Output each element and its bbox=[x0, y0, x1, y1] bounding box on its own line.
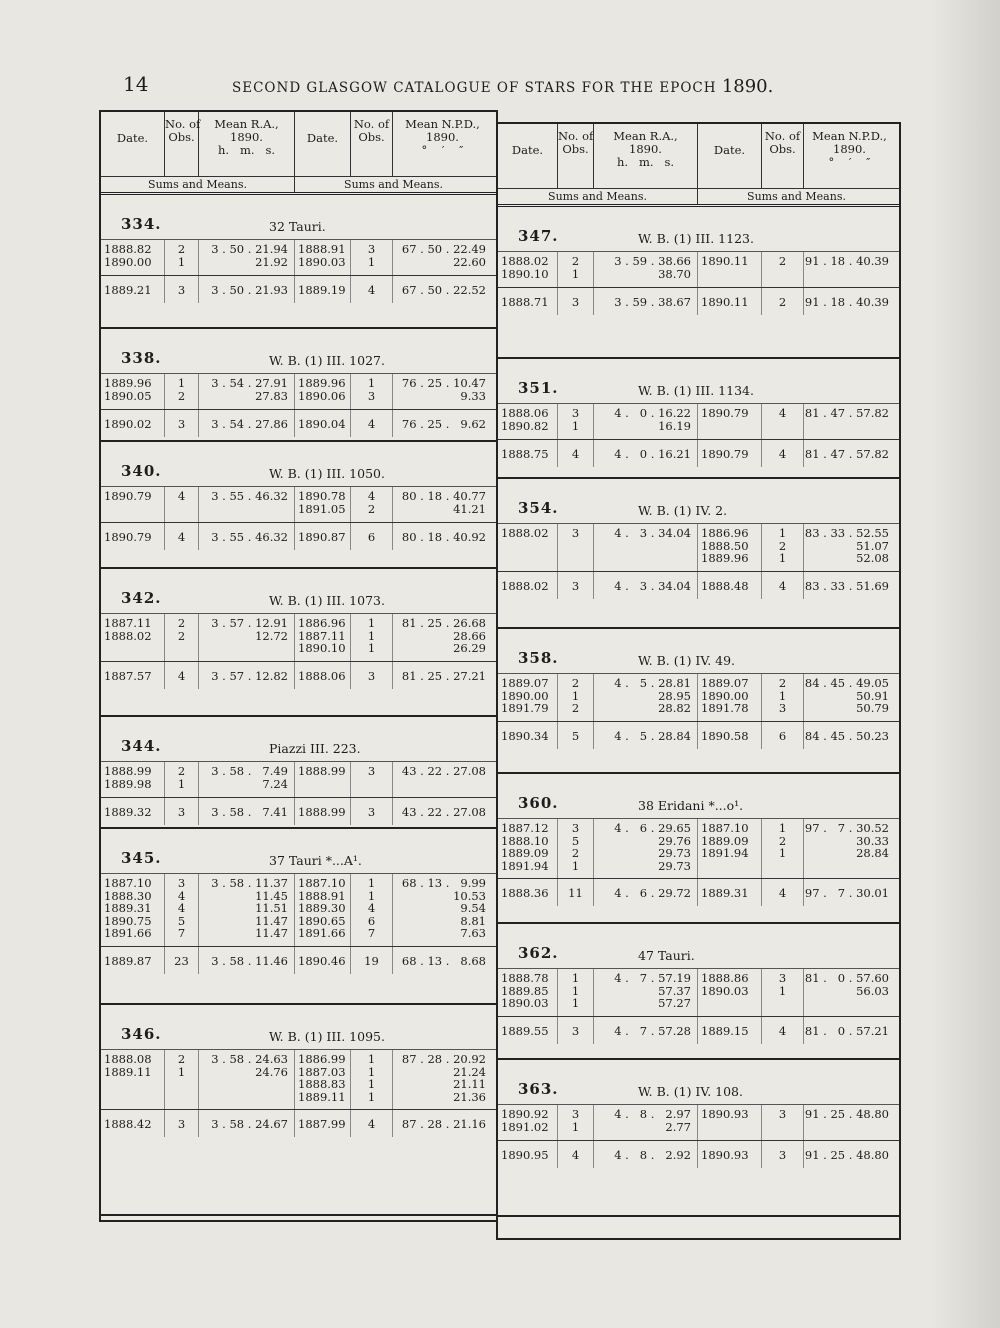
star-entry-heading bbox=[101, 195, 496, 239]
obs-ra-count: 2 1 bbox=[165, 1050, 199, 1109]
mean-npd-count: 4 bbox=[762, 879, 804, 906]
obs-ra-count: 1 1 1 bbox=[558, 969, 594, 1016]
mean-npd-value: 91 . 18 . 40.39 bbox=[804, 295, 889, 309]
mean-ra-value: 3 . 50 . 21.93 bbox=[199, 276, 295, 303]
mean-npd-value: 68 . 13 . 8.68 bbox=[401, 953, 486, 968]
star-designation: W. B. (1) III. 1095. bbox=[269, 1029, 385, 1044]
mean-npd-date: 1888.48 bbox=[698, 572, 762, 599]
obs-npd-count: 3 1 bbox=[762, 969, 804, 1016]
star-designation: 37 Tauri *...A¹. bbox=[269, 853, 362, 868]
obs-npd-dates: 1890.93 bbox=[698, 1105, 762, 1140]
obs-ra-dates: 1890.92 1891.02 bbox=[498, 1105, 558, 1140]
mean-npd-date: 1888.99 bbox=[295, 798, 351, 825]
header-no-obs: No. of Obs. bbox=[558, 124, 594, 188]
mean-npd-value: 81 . 47 . 57.82 bbox=[804, 447, 889, 461]
sum-mean-row bbox=[101, 946, 496, 974]
mean-ra-count: 3 bbox=[165, 276, 199, 303]
star-entry bbox=[498, 924, 899, 1060]
mean-npd-value: 43 . 22 . 27.08 bbox=[401, 805, 486, 819]
observation-row bbox=[498, 1104, 899, 1140]
obs-ra-dates: 1888.02 bbox=[498, 524, 558, 571]
obs-npd-dates: 1886.99 1887.03 1888.83 1889.11 bbox=[295, 1050, 351, 1109]
obs-ra-count: 3 4 4 5 7 bbox=[165, 874, 199, 946]
star-number: 344. bbox=[121, 737, 162, 755]
star-designation: W. B. (1) III. 1123. bbox=[638, 231, 754, 246]
obs-npd-values: 84 . 45 . 49.05 50.91 50.79 bbox=[804, 676, 889, 715]
mean-ra-count: 3 bbox=[165, 1110, 199, 1137]
obs-npd-count: 1 2 1 bbox=[762, 819, 804, 878]
mean-npd-count: 6 bbox=[351, 523, 393, 550]
obs-npd-values: 91 . 18 . 40.39 bbox=[804, 254, 889, 268]
obs-npd-count: 2 bbox=[762, 252, 804, 287]
sum-mean-row bbox=[498, 721, 899, 749]
sum-mean-row bbox=[101, 522, 496, 550]
obs-ra-values: 3 . 58 . 11.37 11.45 11.51 11.47 11.47 bbox=[199, 874, 295, 946]
sum-mean-row bbox=[498, 1140, 899, 1168]
obs-npd-dates: 1888.86 1890.03 bbox=[698, 969, 762, 1016]
obs-ra-dates: 1889.96 1890.05 bbox=[101, 374, 165, 409]
mean-ra-value: 3 . 58 . 7.41 bbox=[199, 798, 295, 825]
mean-ra-value: 4 . 0 . 16.21 bbox=[594, 440, 698, 467]
obs-npd-dates: 1889.07 1890.00 1891.78 bbox=[698, 674, 762, 721]
obs-npd-count: 1 1 1 1 bbox=[351, 1050, 393, 1109]
mean-ra-date: 1889.55 bbox=[498, 1017, 558, 1044]
star-designation: 47 Tauri. bbox=[638, 948, 695, 963]
star-entry bbox=[101, 829, 496, 1005]
header-mean-npd: Mean N.P.D., 1890. ° ′ ″ bbox=[812, 129, 887, 169]
star-number: 362. bbox=[518, 944, 559, 962]
sums-and-means-label: Sums and Means. bbox=[101, 177, 295, 192]
mean-ra-date: 1888.75 bbox=[498, 440, 558, 467]
star-entry bbox=[498, 774, 899, 924]
sum-mean-row bbox=[101, 275, 496, 303]
obs-npd-values: 91 . 25 . 48.80 bbox=[804, 1107, 889, 1121]
obs-ra-count: 2 2 bbox=[165, 614, 199, 661]
obs-ra-values: 4 . 3 . 34.04 bbox=[594, 524, 698, 571]
mean-ra-value: 3 . 58 . 24.67 bbox=[199, 1110, 295, 1137]
star-number: 347. bbox=[518, 227, 559, 245]
observation-row bbox=[101, 873, 496, 946]
star-designation: W. B. (1) III. 1134. bbox=[638, 383, 754, 398]
mean-ra-date: 1890.79 bbox=[101, 523, 165, 550]
mean-ra-count: 4 bbox=[558, 1141, 594, 1168]
obs-npd-dates: 1888.99 bbox=[295, 762, 351, 797]
obs-ra-dates: 1889.07 1890.00 1891.79 bbox=[498, 674, 558, 721]
mean-ra-value: 3 . 57 . 12.82 bbox=[199, 662, 295, 689]
mean-npd-value: 76 . 25 . 9.62 bbox=[401, 417, 486, 431]
header-date: Date. bbox=[498, 124, 558, 188]
sum-mean-row bbox=[498, 878, 899, 906]
star-number: 346. bbox=[121, 1025, 162, 1043]
obs-npd-values: 87 . 28 . 20.92 21.24 21.11 21.36 bbox=[401, 1052, 486, 1104]
star-entry-heading bbox=[498, 774, 899, 818]
mean-ra-value: 3 . 55 . 46.32 bbox=[199, 523, 295, 550]
mean-ra-count: 3 bbox=[558, 1017, 594, 1044]
obs-npd-count: 1 1 4 6 7 bbox=[351, 874, 393, 946]
obs-npd-values: 67 . 50 . 22.49 22.60 bbox=[401, 242, 486, 269]
mean-npd-count: 2 bbox=[762, 288, 804, 315]
mean-ra-count: 4 bbox=[165, 523, 199, 550]
mean-ra-value: 3 . 54 . 27.86 bbox=[199, 410, 295, 437]
mean-ra-date: 1887.57 bbox=[101, 662, 165, 689]
obs-ra-values: 4 . 0 . 16.22 16.19 bbox=[594, 404, 698, 439]
mean-npd-date: 1887.99 bbox=[295, 1110, 351, 1137]
obs-npd-values: 80 . 18 . 40.77 41.21 bbox=[401, 489, 486, 516]
sum-mean-row bbox=[101, 661, 496, 689]
mean-ra-value: 3 . 59 . 38.67 bbox=[594, 288, 698, 315]
obs-npd-dates: 1886.96 1887.11 1890.10 bbox=[295, 614, 351, 661]
star-number: 360. bbox=[518, 794, 559, 812]
observation-row bbox=[101, 486, 496, 522]
header-date: Date. bbox=[101, 112, 165, 176]
mean-ra-count: 3 bbox=[558, 288, 594, 315]
mean-ra-date: 1888.42 bbox=[101, 1110, 165, 1137]
sum-mean-row bbox=[498, 287, 899, 315]
star-entry-heading bbox=[498, 207, 899, 251]
mean-ra-count: 11 bbox=[558, 879, 594, 906]
obs-npd-dates: 1887.10 1889.09 1891.94 bbox=[698, 819, 762, 878]
mean-ra-date: 1889.32 bbox=[101, 798, 165, 825]
star-entry-heading bbox=[101, 1005, 496, 1049]
star-number: 354. bbox=[518, 499, 559, 517]
sum-mean-row bbox=[101, 1109, 496, 1137]
obs-ra-count: 3 1 bbox=[558, 404, 594, 439]
obs-npd-values: 97 . 7 . 30.52 30.33 28.84 bbox=[804, 821, 889, 860]
obs-ra-count: 3 1 bbox=[558, 1105, 594, 1140]
obs-npd-values: 68 . 13 . 9.99 10.53 9.54 8.81 7.63 bbox=[401, 876, 486, 940]
obs-ra-count: 2 1 bbox=[165, 240, 199, 275]
mean-ra-date: 1888.36 bbox=[498, 879, 558, 906]
star-entry bbox=[101, 195, 496, 329]
page-edge-shadow bbox=[930, 0, 1000, 1328]
mean-npd-date: 1889.31 bbox=[698, 879, 762, 906]
mean-npd-value: 91 . 25 . 48.80 bbox=[804, 1148, 889, 1162]
star-designation: W. B. (1) III. 1073. bbox=[269, 593, 385, 608]
star-designation: W. B. (1) III. 1027. bbox=[269, 353, 385, 368]
obs-npd-dates: 1886.96 1888.50 1889.96 bbox=[698, 524, 762, 571]
obs-ra-count: 4 bbox=[165, 487, 199, 522]
obs-ra-count: 2 1 bbox=[165, 762, 199, 797]
mean-npd-date: 1888.06 bbox=[295, 662, 351, 689]
obs-ra-values: 3 . 58 . 24.63 24.76 bbox=[199, 1050, 295, 1109]
mean-ra-count: 5 bbox=[558, 722, 594, 749]
header-no-obs: No. of Obs. bbox=[165, 112, 199, 176]
star-entry-heading bbox=[101, 329, 496, 373]
obs-ra-dates: 1888.06 1890.82 bbox=[498, 404, 558, 439]
observation-row bbox=[101, 373, 496, 409]
mean-npd-date: 1890.79 bbox=[698, 440, 762, 467]
obs-npd-values: 81 . 25 . 26.68 28.66 26.29 bbox=[401, 616, 486, 655]
star-designation: W. B. (1) IV. 2. bbox=[638, 503, 728, 518]
star-number: 338. bbox=[121, 349, 162, 367]
obs-npd-count: 3 1 bbox=[351, 240, 393, 275]
mean-ra-value: 3 . 58 . 11.46 bbox=[199, 947, 295, 974]
observation-row bbox=[498, 251, 899, 287]
star-entry bbox=[498, 1060, 899, 1217]
obs-ra-values: 3 . 57 . 12.91 12.72 bbox=[199, 614, 295, 661]
mean-ra-count: 3 bbox=[165, 410, 199, 437]
obs-npd-dates: 1887.10 1888.91 1889.30 1890.65 1891.66 bbox=[295, 874, 351, 946]
obs-npd-dates: 1890.11 bbox=[698, 252, 762, 287]
obs-npd-count: 1 1 1 bbox=[351, 614, 393, 661]
obs-ra-values: 4 . 6 . 29.65 29.76 29.73 29.73 bbox=[594, 819, 698, 878]
obs-ra-dates: 1887.11 1888.02 bbox=[101, 614, 165, 661]
star-entry-heading bbox=[101, 829, 496, 873]
obs-ra-dates: 1888.82 1890.00 bbox=[101, 240, 165, 275]
star-designation: Piazzi III. 223. bbox=[269, 741, 361, 756]
observation-row bbox=[101, 239, 496, 275]
mean-npd-value: 97 . 7 . 30.01 bbox=[804, 886, 889, 900]
mean-ra-date: 1889.87 bbox=[101, 947, 165, 974]
sums-and-means-label: Sums and Means. bbox=[747, 190, 846, 203]
mean-ra-count: 3 bbox=[165, 798, 199, 825]
mean-npd-date: 1890.46 bbox=[295, 947, 351, 974]
running-head bbox=[232, 76, 792, 97]
star-entry-heading bbox=[498, 629, 899, 673]
column-header-row bbox=[498, 124, 899, 189]
mean-ra-value: 4 . 5 . 28.84 bbox=[594, 722, 698, 749]
obs-ra-values: 3 . 59 . 38.66 38.70 bbox=[594, 252, 698, 287]
obs-ra-values: 4 . 5 . 28.81 28.95 28.82 bbox=[594, 674, 698, 721]
star-entry-heading bbox=[101, 442, 496, 486]
observation-row bbox=[498, 818, 899, 878]
observation-row bbox=[498, 968, 899, 1016]
obs-ra-values: 3 . 55 . 46.32 bbox=[199, 487, 295, 522]
obs-ra-dates: 1887.10 1888.30 1889.31 1890.75 1891.66 bbox=[101, 874, 165, 946]
mean-ra-date: 1890.95 bbox=[498, 1141, 558, 1168]
running-head-text: SECOND GLASGOW CATALOGUE OF STARS FOR THE EPOCH bbox=[232, 80, 717, 96]
obs-ra-dates: 1890.79 bbox=[101, 487, 165, 522]
obs-npd-count: 1 3 bbox=[351, 374, 393, 409]
star-entry-heading bbox=[101, 717, 496, 761]
obs-npd-count: 2 1 3 bbox=[762, 674, 804, 721]
mean-npd-value: 80 . 18 . 40.92 bbox=[401, 530, 486, 544]
header-mean-ra: Mean R.A., 1890. h. m. s. bbox=[594, 124, 698, 188]
mean-npd-count: 4 bbox=[762, 1017, 804, 1044]
obs-ra-values: 4 . 7 . 57.19 57.37 57.27 bbox=[594, 969, 698, 1016]
obs-npd-values: 81 . 0 . 57.60 56.03 bbox=[804, 971, 889, 998]
obs-ra-count: 3 5 2 1 bbox=[558, 819, 594, 878]
observation-row bbox=[498, 673, 899, 721]
right-catalogue-table bbox=[496, 122, 901, 1240]
mean-ra-date: 1890.34 bbox=[498, 722, 558, 749]
mean-npd-count: 4 bbox=[351, 276, 393, 303]
mean-npd-date: 1890.04 bbox=[295, 410, 351, 437]
mean-ra-value: 4 . 6 . 29.72 bbox=[594, 879, 698, 906]
mean-npd-count: 4 bbox=[351, 1110, 393, 1137]
mean-npd-count: 3 bbox=[351, 662, 393, 689]
mean-npd-date: 1889.19 bbox=[295, 276, 351, 303]
obs-ra-count: 2 1 2 bbox=[558, 674, 594, 721]
obs-ra-values: 3 . 54 . 27.91 27.83 bbox=[199, 374, 295, 409]
header-date: Date. bbox=[295, 112, 351, 176]
obs-npd-count: 4 bbox=[762, 404, 804, 439]
mean-ra-date: 1889.21 bbox=[101, 276, 165, 303]
star-entry bbox=[498, 207, 899, 359]
obs-npd-values: 81 . 47 . 57.82 bbox=[804, 406, 889, 420]
star-designation: W. B. (1) IV. 49. bbox=[638, 653, 736, 668]
star-designation: 38 Eridani *...o¹. bbox=[638, 798, 744, 813]
header-date: Date. bbox=[698, 124, 762, 188]
mean-ra-date: 1888.02 bbox=[498, 572, 558, 599]
star-entry bbox=[101, 442, 496, 569]
mean-ra-date: 1890.02 bbox=[101, 410, 165, 437]
obs-ra-count: 3 bbox=[558, 524, 594, 571]
sum-mean-row bbox=[498, 439, 899, 467]
obs-npd-count: 3 bbox=[762, 1105, 804, 1140]
obs-npd-values: 83 . 33 . 52.55 51.07 52.08 bbox=[804, 526, 889, 565]
star-number: 334. bbox=[121, 215, 162, 233]
sum-mean-row bbox=[498, 1016, 899, 1044]
obs-npd-values: 76 . 25 . 10.47 9.33 bbox=[401, 376, 486, 403]
obs-ra-dates: 1888.02 1890.10 bbox=[498, 252, 558, 287]
star-number: 363. bbox=[518, 1080, 559, 1098]
mean-ra-count: 4 bbox=[165, 662, 199, 689]
observation-row bbox=[101, 613, 496, 661]
star-entry bbox=[498, 629, 899, 774]
mean-npd-value: 87 . 28 . 21.16 bbox=[401, 1117, 486, 1131]
mean-npd-count: 4 bbox=[762, 440, 804, 467]
header-no-obs: No. of Obs. bbox=[351, 112, 393, 176]
mean-ra-count: 23 bbox=[165, 947, 199, 974]
obs-npd-dates: 1890.78 1891.05 bbox=[295, 487, 351, 522]
star-entry bbox=[101, 569, 496, 717]
obs-ra-dates: 1887.12 1888.10 1889.09 1891.94 bbox=[498, 819, 558, 878]
mean-npd-date: 1889.15 bbox=[698, 1017, 762, 1044]
obs-ra-dates: 1888.78 1889.85 1890.03 bbox=[498, 969, 558, 1016]
left-catalogue-table bbox=[99, 110, 498, 1222]
star-entry-heading bbox=[498, 479, 899, 523]
obs-ra-values: 3 . 58 . 7.49 7.24 bbox=[199, 762, 295, 797]
observation-row bbox=[101, 1049, 496, 1109]
star-entry-heading bbox=[101, 569, 496, 613]
mean-npd-value: 81 . 25 . 27.21 bbox=[401, 668, 486, 683]
sum-mean-row bbox=[101, 409, 496, 437]
mean-npd-count: 19 bbox=[351, 947, 393, 974]
mean-ra-count: 4 bbox=[558, 440, 594, 467]
mean-npd-date: 1890.87 bbox=[295, 523, 351, 550]
obs-ra-values: 3 . 50 . 21.94 21.92 bbox=[199, 240, 295, 275]
obs-ra-dates: 1888.08 1889.11 bbox=[101, 1050, 165, 1109]
star-entry-heading bbox=[498, 924, 899, 968]
star-number: 351. bbox=[518, 379, 559, 397]
observation-row bbox=[498, 523, 899, 571]
mean-npd-count: 4 bbox=[762, 572, 804, 599]
obs-ra-values: 4 . 8 . 2.97 2.77 bbox=[594, 1105, 698, 1140]
header-mean-npd: Mean N.P.D., 1890. ° ′ ″ bbox=[405, 117, 480, 157]
star-entry-heading bbox=[498, 359, 899, 403]
star-number: 342. bbox=[121, 589, 162, 607]
mean-ra-count: 3 bbox=[558, 572, 594, 599]
sums-and-means-label: Sums and Means. bbox=[344, 178, 443, 191]
obs-npd-count: 1 2 1 bbox=[762, 524, 804, 571]
sum-mean-row bbox=[498, 571, 899, 599]
mean-npd-value: 81 . 0 . 57.21 bbox=[804, 1023, 889, 1038]
obs-ra-count: 1 2 bbox=[165, 374, 199, 409]
mean-npd-date: 1890.93 bbox=[698, 1141, 762, 1168]
sum-mean-row bbox=[101, 797, 496, 825]
obs-npd-dates: 1890.79 bbox=[698, 404, 762, 439]
mean-ra-date: 1888.71 bbox=[498, 288, 558, 315]
star-number: 345. bbox=[121, 849, 162, 867]
observation-row bbox=[498, 403, 899, 439]
star-entry bbox=[498, 359, 899, 479]
page-number: 14 bbox=[123, 72, 149, 96]
observation-row bbox=[101, 761, 496, 797]
obs-ra-count: 2 1 bbox=[558, 252, 594, 287]
mean-npd-value: 83 . 33 . 51.69 bbox=[804, 578, 889, 593]
star-entry bbox=[498, 479, 899, 629]
mean-npd-date: 1890.58 bbox=[698, 722, 762, 749]
mean-npd-count: 3 bbox=[762, 1141, 804, 1168]
mean-ra-value: 4 . 8 . 2.92 bbox=[594, 1141, 698, 1168]
mean-npd-date: 1890.11 bbox=[698, 288, 762, 315]
header-no-obs: No. of Obs. bbox=[762, 124, 804, 188]
obs-npd-count: 3 bbox=[351, 762, 393, 797]
star-entry bbox=[101, 1005, 496, 1216]
star-designation: W. B. (1) III. 1050. bbox=[269, 466, 385, 481]
mean-npd-count: 3 bbox=[351, 798, 393, 825]
star-number: 358. bbox=[518, 649, 559, 667]
sums-and-means-row bbox=[101, 177, 496, 195]
sums-and-means-label: Sums and Means. bbox=[498, 189, 698, 204]
star-entry-heading bbox=[498, 1060, 899, 1104]
star-designation: W. B. (1) IV. 108. bbox=[638, 1084, 743, 1099]
star-entry bbox=[101, 717, 496, 829]
star-designation: 32 Tauri. bbox=[269, 219, 326, 234]
mean-ra-value: 4 . 3 . 34.04 bbox=[594, 572, 698, 599]
obs-npd-dates: 1888.91 1890.03 bbox=[295, 240, 351, 275]
obs-npd-values: 43 . 22 . 27.08 bbox=[401, 764, 486, 778]
mean-npd-count: 4 bbox=[351, 410, 393, 437]
obs-ra-dates: 1888.99 1889.98 bbox=[101, 762, 165, 797]
mean-npd-value: 67 . 50 . 22.52 bbox=[401, 283, 486, 297]
column-header-row bbox=[101, 112, 496, 177]
obs-npd-dates: 1889.96 1890.06 bbox=[295, 374, 351, 409]
sums-and-means-row bbox=[498, 189, 899, 207]
star-number: 340. bbox=[121, 462, 162, 480]
header-mean-ra: Mean R.A., 1890. h. m. s. bbox=[199, 112, 295, 176]
mean-npd-count: 6 bbox=[762, 722, 804, 749]
running-head-year: 1890. bbox=[721, 76, 774, 97]
mean-npd-value: 84 . 45 . 50.23 bbox=[804, 728, 889, 743]
star-entry bbox=[101, 329, 496, 442]
obs-npd-count: 4 2 bbox=[351, 487, 393, 522]
mean-ra-value: 4 . 7 . 57.28 bbox=[594, 1017, 698, 1044]
